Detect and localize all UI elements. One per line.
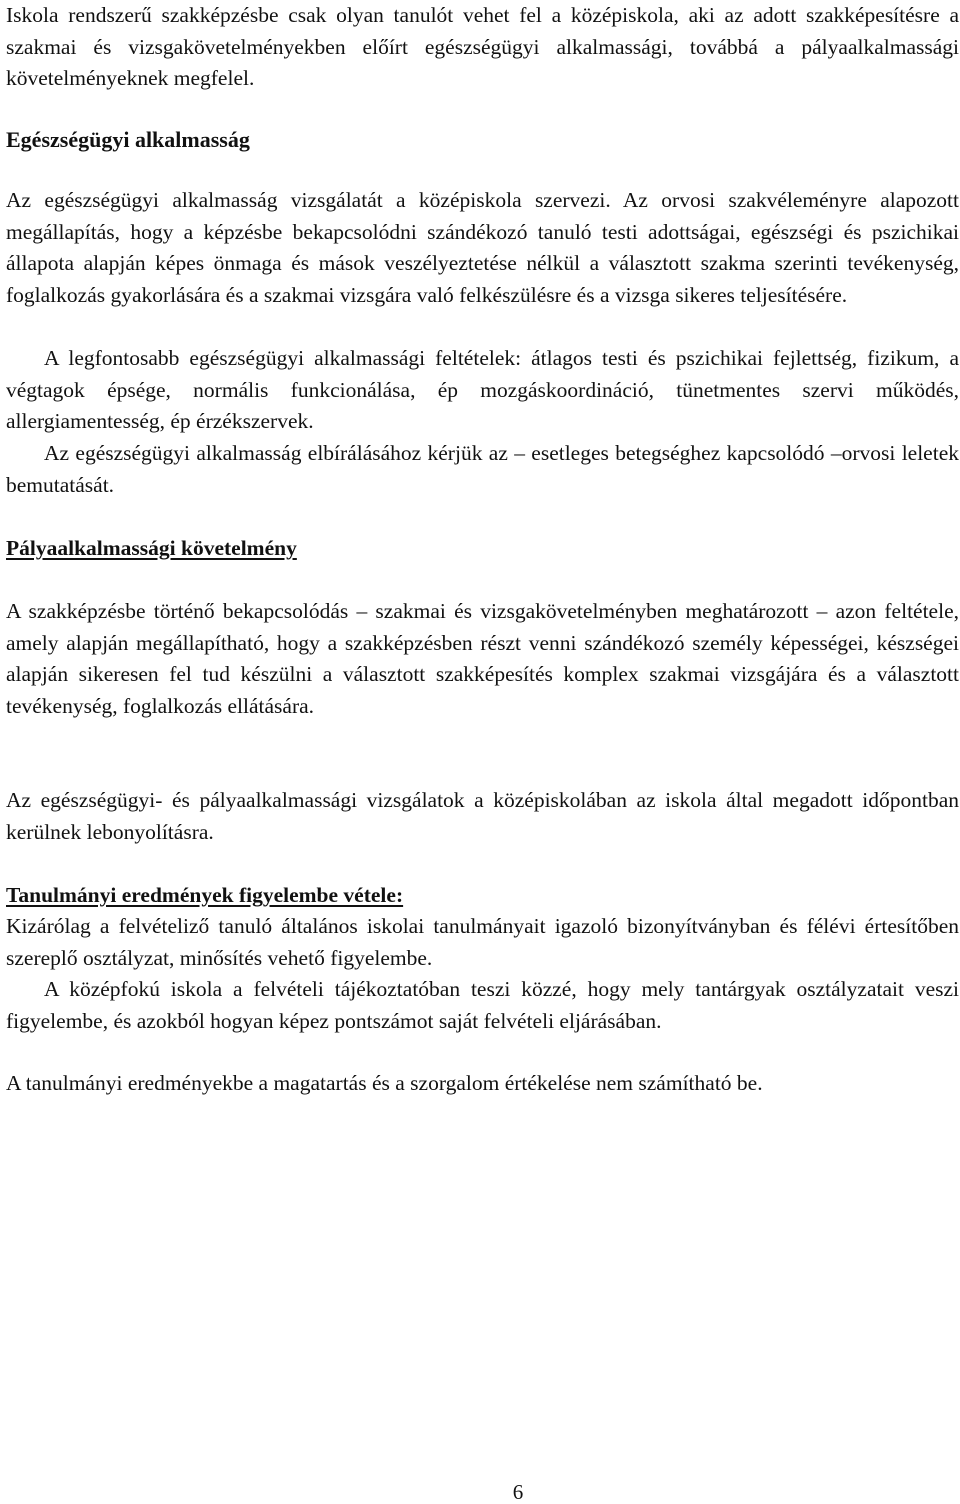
career-section-heading: Pályaalkalmassági követelmény <box>6 536 297 560</box>
health-paragraph-2: A legfontosabb egészségügyi alkalmassági feltételek: átlagos testi és pszichikai fejlettség, fizikum, a végtagok épsége, normális funkcionálása, ép mozgáskoordináció, tünetmentes szervi működés, allergiamentesség, ép érzékszervek. <box>6 346 959 433</box>
studies-section-heading: Tanulmányi eredmények figyelembe vétele: <box>6 883 404 907</box>
studies-paragraph-3: A tanulmányi eredményekbe a magatartás és a szorgalom értékelése nem számítható be. <box>6 1071 763 1095</box>
studies-paragraph-2: A középfokú iskola a felvételi tájékoztatóban teszi közzé, hogy mely tantárgyak osztályzatait veszi figyelembe, és azokból hogyan képez pontszámot saját felvételi eljárásában. <box>6 977 959 1033</box>
health-paragraph-3: Az egészségügyi alkalmasság elbírálásához kérjük az – esetleges betegséghez kapcsolódó –orvosi leletek bemutatását. <box>6 441 959 497</box>
intro-paragraph: Iskola rendszerű szakképzésbe csak olyan tanulót vehet fel a középiskola, aki az adott szakképesítésre a szakmai és vizsgakövetelményekben előírt egészségügyi alkalmassági, továbbá a pályaalkalmassági követelményeknek megfelel. <box>6 3 959 90</box>
health-section-heading: Egészségügyi alkalmasság <box>6 127 250 152</box>
career-paragraph-2: Az egészségügyi- és pályaalkalmassági vizsgálatok a középiskolában az iskola által megadott időpontban kerülnek lebonyolításra. <box>6 788 959 844</box>
page-number: 6 <box>512 1480 524 1504</box>
studies-paragraph-1: Kizárólag a felvételiző tanuló általános iskolai tanulmányait igazoló bizonyítványban és félévi értesítőben szereplő osztályzat, minősítés vehető figyelembe. <box>6 914 959 970</box>
career-paragraph-1: A szakképzésbe történő bekapcsolódás – szakmai és vizsgakövetelményben meghatározott – azon feltétele, amely alapján megállapítható, hogy a szakképzésben részt venni szándékozó személy képességei, készségei alapján sikeresen fel tud készülni a választott szakképesítés komplex szakmai vizsgájára és a választott tevékenység, foglalkozás ellátására. <box>6 599 959 718</box>
health-paragraph-1: Az egészségügyi alkalmasság vizsgálatát a középiskola szervezi. Az orvosi szakvéleményre alapozott megállapítás, hogy a képzésbe bekapcsolódni szándékozó tanuló testi adottságai, egészségi és pszichikai állapota alapján képes önmaga és mások veszélyeztetése nélkül a választott szakma szerinti tevékenység, foglalkozás gyakorlására és a szakmai vizsgára való felkészülésre és a vizsga sikeres teljesítésére. <box>6 188 959 307</box>
